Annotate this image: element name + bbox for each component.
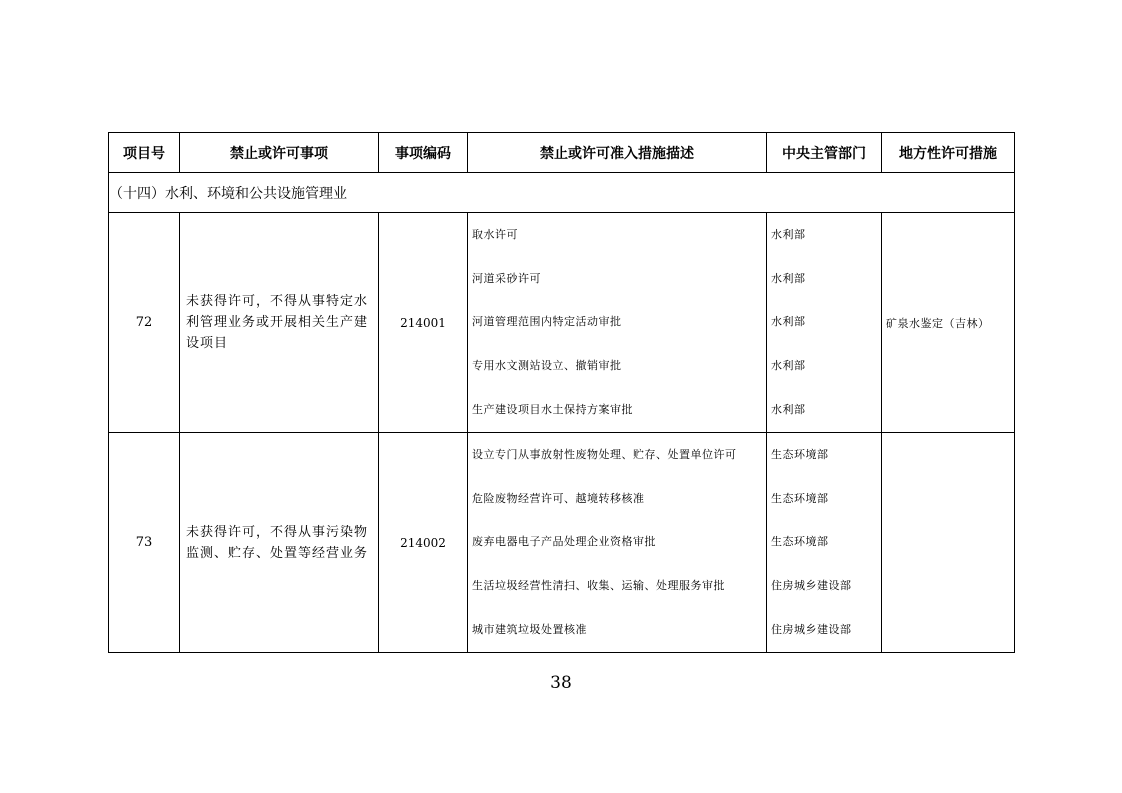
measure-description: 城市建筑垃圾处置核准 [472, 622, 587, 636]
header-local-measures: 地方性许可措施 [882, 133, 1015, 173]
item-number: 73 [109, 433, 180, 653]
permit-table [108, 132, 1015, 653]
header-item: 禁止或许可事项 [180, 133, 379, 173]
table-row [109, 433, 1015, 653]
measure-description: 河道管理范围内特定活动审批 [472, 315, 622, 329]
page-number: 38 [550, 673, 572, 693]
department-name: 住房城乡建设部 [771, 622, 852, 636]
measure-description: 设立专门从事放射性废物处理、贮存、处置单位许可 [472, 448, 737, 462]
item-code: 214001 [379, 213, 468, 433]
local-measure: 矿泉水鉴定（吉林） [882, 213, 1015, 433]
header-item-no: 项目号 [109, 133, 180, 173]
department-name: 水利部 [771, 228, 806, 242]
table-header-row [109, 133, 1015, 173]
measure-description: 危险废物经营许可、越境转移核准 [472, 491, 645, 505]
measure-descriptions [468, 433, 767, 653]
measure-description: 生活垃圾经营性清扫、收集、运输、处理服务审批 [472, 579, 725, 593]
section-title: （十四）水利、环境和公共设施管理业 [109, 173, 1015, 213]
department-name: 住房城乡建设部 [771, 579, 852, 593]
item-text: 未获得许可，不得从事特定水利管理业务或开展相关生产建设项目 [180, 213, 379, 433]
header-department: 中央主管部门 [767, 133, 882, 173]
measure-departments [767, 433, 882, 653]
department-name: 生态环境部 [771, 448, 829, 462]
header-description: 禁止或许可准入措施描述 [468, 133, 767, 173]
item-code: 214002 [379, 433, 468, 653]
measure-descriptions [468, 213, 767, 433]
department-name: 水利部 [771, 359, 806, 373]
measure-description: 河道采砂许可 [472, 271, 541, 285]
department-name: 水利部 [771, 271, 806, 285]
section-row [109, 173, 1015, 213]
measure-description: 生产建设项目水土保持方案审批 [472, 402, 633, 416]
department-name: 水利部 [771, 402, 806, 416]
local-measure [882, 433, 1015, 653]
department-name: 生态环境部 [771, 535, 829, 549]
department-name: 水利部 [771, 315, 806, 329]
item-text: 未获得许可，不得从事污染物监测、贮存、处置等经营业务 [180, 433, 379, 653]
table-row [109, 213, 1015, 433]
measure-description: 专用水文测站设立、撤销审批 [472, 359, 622, 373]
measure-description: 废弃电器电子产品处理企业资格审批 [472, 535, 656, 549]
header-code: 事项编码 [379, 133, 468, 173]
item-number: 72 [109, 213, 180, 433]
measure-departments [767, 213, 882, 433]
department-name: 生态环境部 [771, 491, 829, 505]
measure-description: 取水许可 [472, 228, 518, 242]
